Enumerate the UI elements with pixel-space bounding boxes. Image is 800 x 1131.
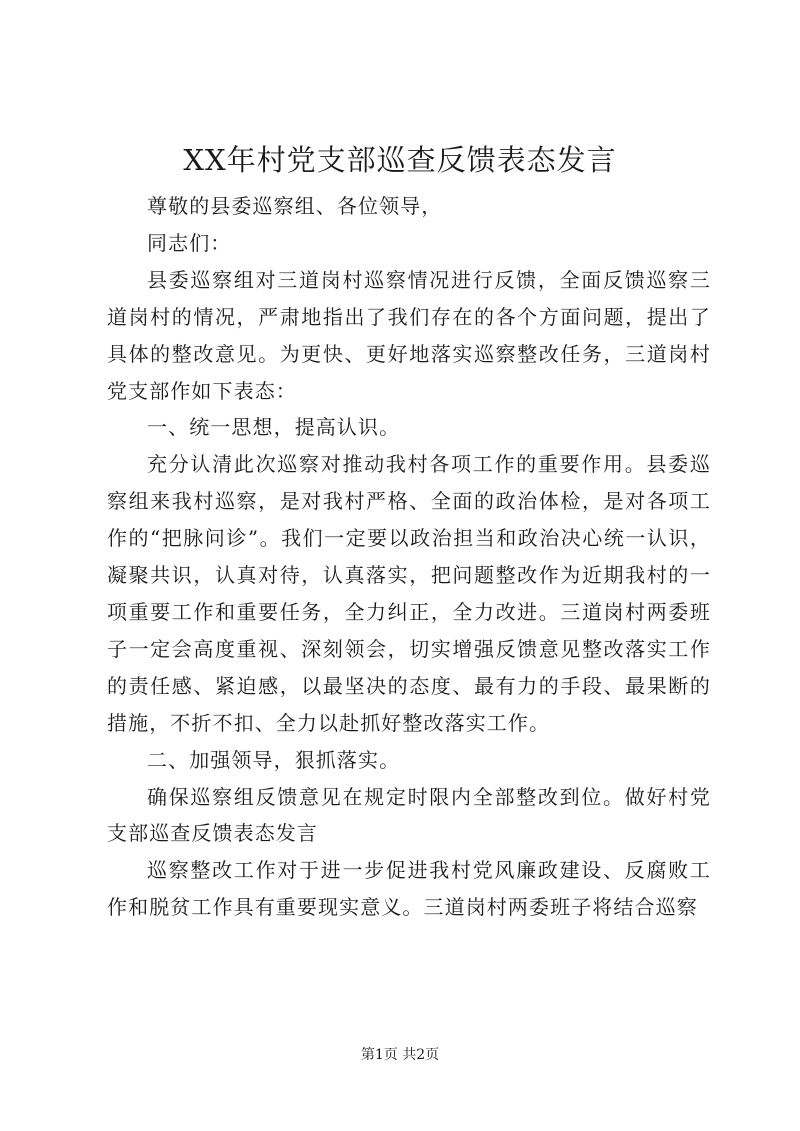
section-heading-2: 二、加强领导，狠抓落实。 xyxy=(147,747,401,772)
document-body xyxy=(107,188,711,926)
section-1-paragraph: 充分认清此次巡察对推动我村各项工作的重要作用。县委巡察组来我村巡察，是对我村严格、全面的政治体检，是对各项工作的“把脉问诊”。我们一定要以政治担当和政治决心统一认识，凝聚共识，认真对待，认真落实，把问题整改作为近期我村的一项重要工作和重要任务，全力纠正，全力改进。三道岗村两委班子一定会高度重视、深刻领会，切实增强反馈意见整改落实工作的责任感、紧迫感，以最坚决的态度、最有力的手段、最果断的措施，不折不扣、全力以赴抓好整改落实工作。 xyxy=(107,452,711,735)
section-2-paragraph: 确保巡察组反馈意见在规定时限内全部整改到位。做好村党支部巡查反馈表态发言 xyxy=(107,784,711,846)
intro-paragraph: 县委巡察组对三道岗村巡察情况进行反馈，全面反馈巡察三道岗村的情况，严肃地指出了我们存在的各个方面问题，提出了具体的整改意见。为更快、更好地落实巡察整改任务，三道岗村党支部作如下表态： xyxy=(107,267,711,403)
section-heading-1: 一、统一思想，提高认识。 xyxy=(147,415,401,440)
greeting-paragraph: 同志们： xyxy=(147,230,232,255)
salutation-paragraph: 尊敬的县委巡察组、各位领导， xyxy=(147,194,443,218)
continuation-paragraph: 巡察整改工作对于进一步促进我村党风廉政建设、反腐败工作和脱贫工作具有重要现实意义。三道岗村两委班子将结合巡察 xyxy=(107,858,711,920)
document-title: XX年村党支部巡查反馈表态发言 xyxy=(183,143,617,177)
page-number-footer: 第1页 共2页 xyxy=(360,1047,440,1063)
